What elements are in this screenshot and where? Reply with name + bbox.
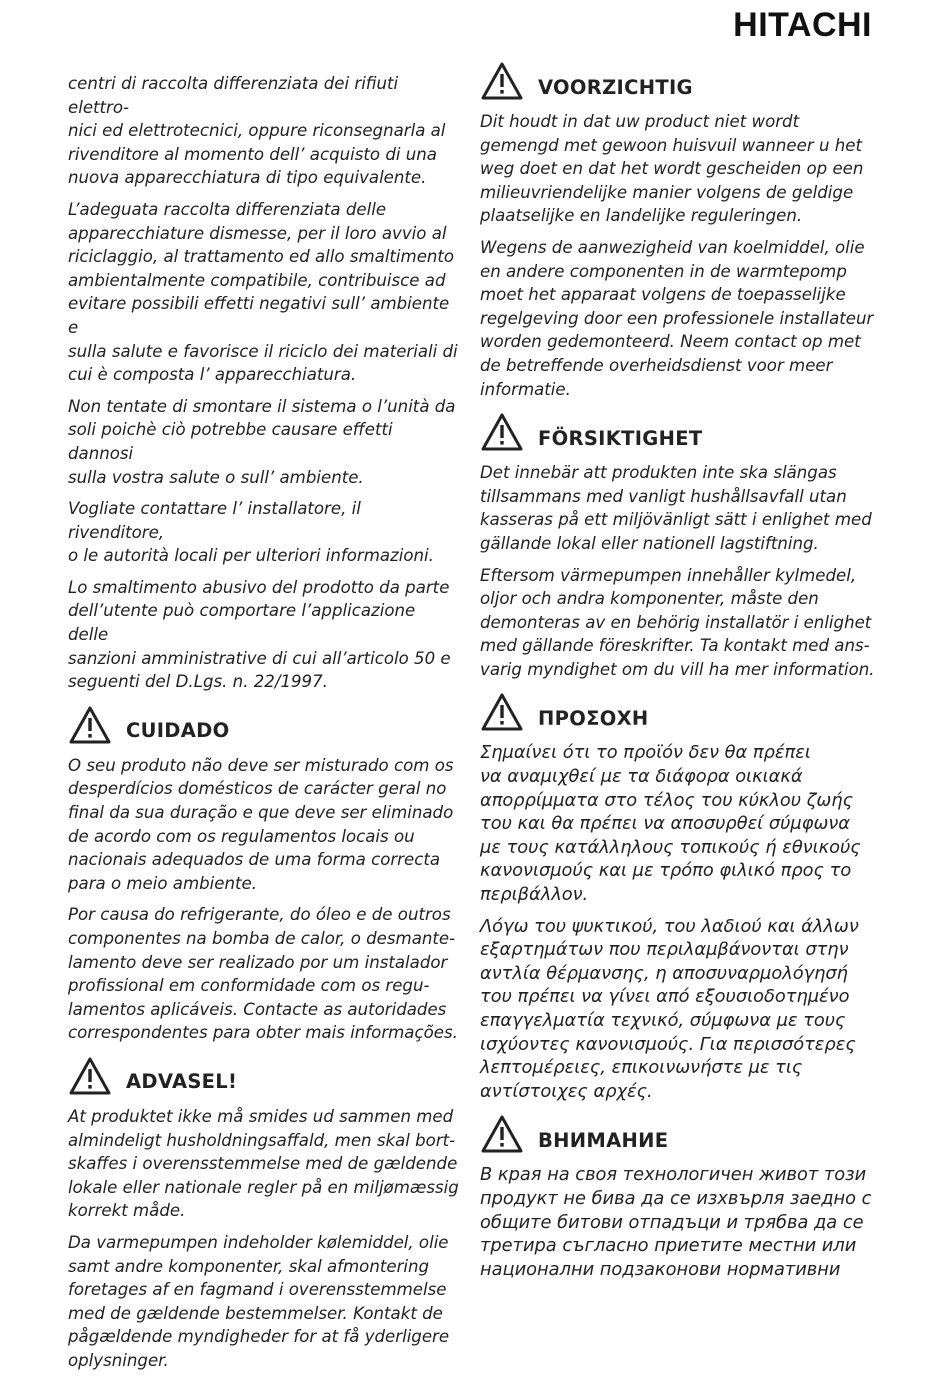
paragraph: centri di raccolta differenziata dei rifiuti elettro- nici ed elettrotecnici, oppure riconsegnarla al rivenditore al momento dell’ acquisto di una nuova apparecchiatura di tipo equivalente. — [68, 74, 446, 188]
paragraph: Λόγω του ψυκτικού, του λαδιού και άλλων εξαρτημάτων που περιλαμβάνονται στην αντλία θέρμανσης, η αποσυναρμολόγησή του πρέπει να γίνει από εξουσιοδοτημένο επαγγελματία τεχνικό, σύμφωνα με τους ισχύοντες κανονισμούς. Για περισσότερες λεπτομέρειες, επικοινωνήστε με τις αντίστοιχες αρχές. — [480, 915, 859, 1102]
warning-heading-cuidado — [68, 704, 460, 746]
warning-triangle-icon — [480, 692, 524, 732]
section-title: ΠΡΟΣΟΧΗ — [538, 706, 649, 730]
hitachi-logo: HITACHI — [733, 6, 872, 44]
right-column — [480, 60, 875, 1289]
section-title: VOORZICHTIG — [538, 75, 693, 99]
paragraph: Vogliate contattare l’ installatore, il rivenditore, o le autorità locali per ulteriori informazioni. — [68, 499, 434, 566]
warning-triangle-icon — [480, 61, 524, 101]
section-title: CUIDADO — [126, 719, 230, 743]
paragraph: Non tentate di smontare il sistema o l’unità da soli poichè ciò potrebbe causare effetti dannosi sulla vostra salute o sull’ ambiente. — [68, 396, 456, 487]
paragraph: Det innebär att produkten inte ska slängas tillsammans med vanligt hushållsavfall utan kasseras på ett miljövänligt sätt i enlighet med gällande lokal eller nationell lagstiftning. — [480, 463, 872, 553]
paragraph: At produktet ikke må smides ud sammen med almindeligt husholdningsaffald, men skal bort- skaffes i overensstemmelse med de gældende lokale eller nationale regler på en miljømæssig korrekt måde. — [68, 1106, 459, 1221]
section-title: ВНИМАНИЕ — [538, 1128, 669, 1152]
section-title: FÖRSIKTIGHET — [538, 426, 703, 450]
warning-heading-voorzichtig — [480, 60, 875, 102]
paragraph: В края на своя технологичен живот този продукт не бива да се изхвърля заедно с общите битови отпадъци и трябва да се третира съгласно приетите местни или национални подзаконови нормативни — [480, 1164, 872, 1280]
warning-triangle-icon — [68, 705, 112, 745]
paragraph: O seu produto não deve ser misturado com os desperdícios domésticos de carácter geral no final da sua duração e que deve ser eliminado de acordo com os regulamentos locais ou nacionais adequados de uma forma correcta para o meio ambiente. — [68, 755, 454, 893]
paragraph: Eftersom värmepumpen innehåller kylmedel, oljor och andra komponenter, måste den demonteras av en behörig installatör i enlighet med gällande föreskrifter. Ta kontakt med ans- varig myndighet om du vill ha mer information. — [480, 565, 875, 679]
warning-triangle-icon — [480, 1114, 524, 1154]
paragraph: Dit houdt in dat uw product niet wordt gemengd met gewoon huisvuil wanneer u het weg doet en dat het wordt gescheiden op een milieuvriendelijke manier volgens de geldige plaatselijke en landelijke reguleringen. — [480, 112, 864, 226]
warning-heading-forsiktighet — [480, 411, 875, 453]
paragraph: Wegens de aanwezigheid van koelmiddel, olie en andere componenten in de warmtepomp moet het apparaat volgens de toepasselijke regelgeving door een professionele installateur worden gedemonteerd. Neem contact op met de betreffende overheidsdienst voor meer informatie. — [480, 237, 874, 399]
paragraph: Por causa do refrigerante, do óleo e de outros componentes na bomba de calor, o desmante- lamento deve ser realizado por um instalador profissional em conformidade com os regu- lamentos aplicáveis. Contacte as autoridades correspondentes para obter mais informações. — [68, 905, 458, 1043]
warning-heading-vnimanie — [480, 1113, 875, 1155]
warning-heading-advasel — [68, 1055, 460, 1097]
section-title: ADVASEL! — [126, 1070, 238, 1094]
paragraph: Lo smaltimento abusivo del prodotto da parte dell’utente può comportare l’applicazione delle sanzioni amministrative di cui all’articolo 50 e seguenti del D.Lgs. n. 22/1997. — [68, 577, 451, 692]
warning-triangle-icon — [480, 412, 524, 452]
left-column — [68, 72, 460, 1381]
warning-triangle-icon — [68, 1056, 112, 1096]
paragraph: Σημαίνει ότι το προϊόν δεν θα πρέπει να αναμιχθεί με τα διάφορα οικιακά απορρίμματα στο τέλος του κύκλου ζωής του και θα πρέπει να αποσυρθεί σύμφωνα με τους κατάλληλους τοπικούς ή εθνικούς κανονισμούς και με τρόπο φιλικό προς το περιβάλλον. — [480, 742, 861, 906]
paragraph: L’adeguata raccolta differenziata delle apparecchiature dismesse, per il loro avvio al riciclaggio, al trattamento ed allo smaltimento ambientalmente compatibile, contribuisce ad evitare possibili effetti negativi sull’ ambiente e sulla salute e favorisce il riciclo dei materiali di cui è composta l’ apparecchiatura. — [68, 199, 458, 385]
warning-heading-prosoxh — [480, 691, 875, 733]
paragraph: Da varmepumpen indeholder kølemiddel, olie samt andre komponenter, skal afmontering foretages af en fagmand i overensstemmelse med de gældende bestemmelser. Kontakt de pågældende myndigheder for at få yderligere oplysninger. — [68, 1232, 450, 1370]
